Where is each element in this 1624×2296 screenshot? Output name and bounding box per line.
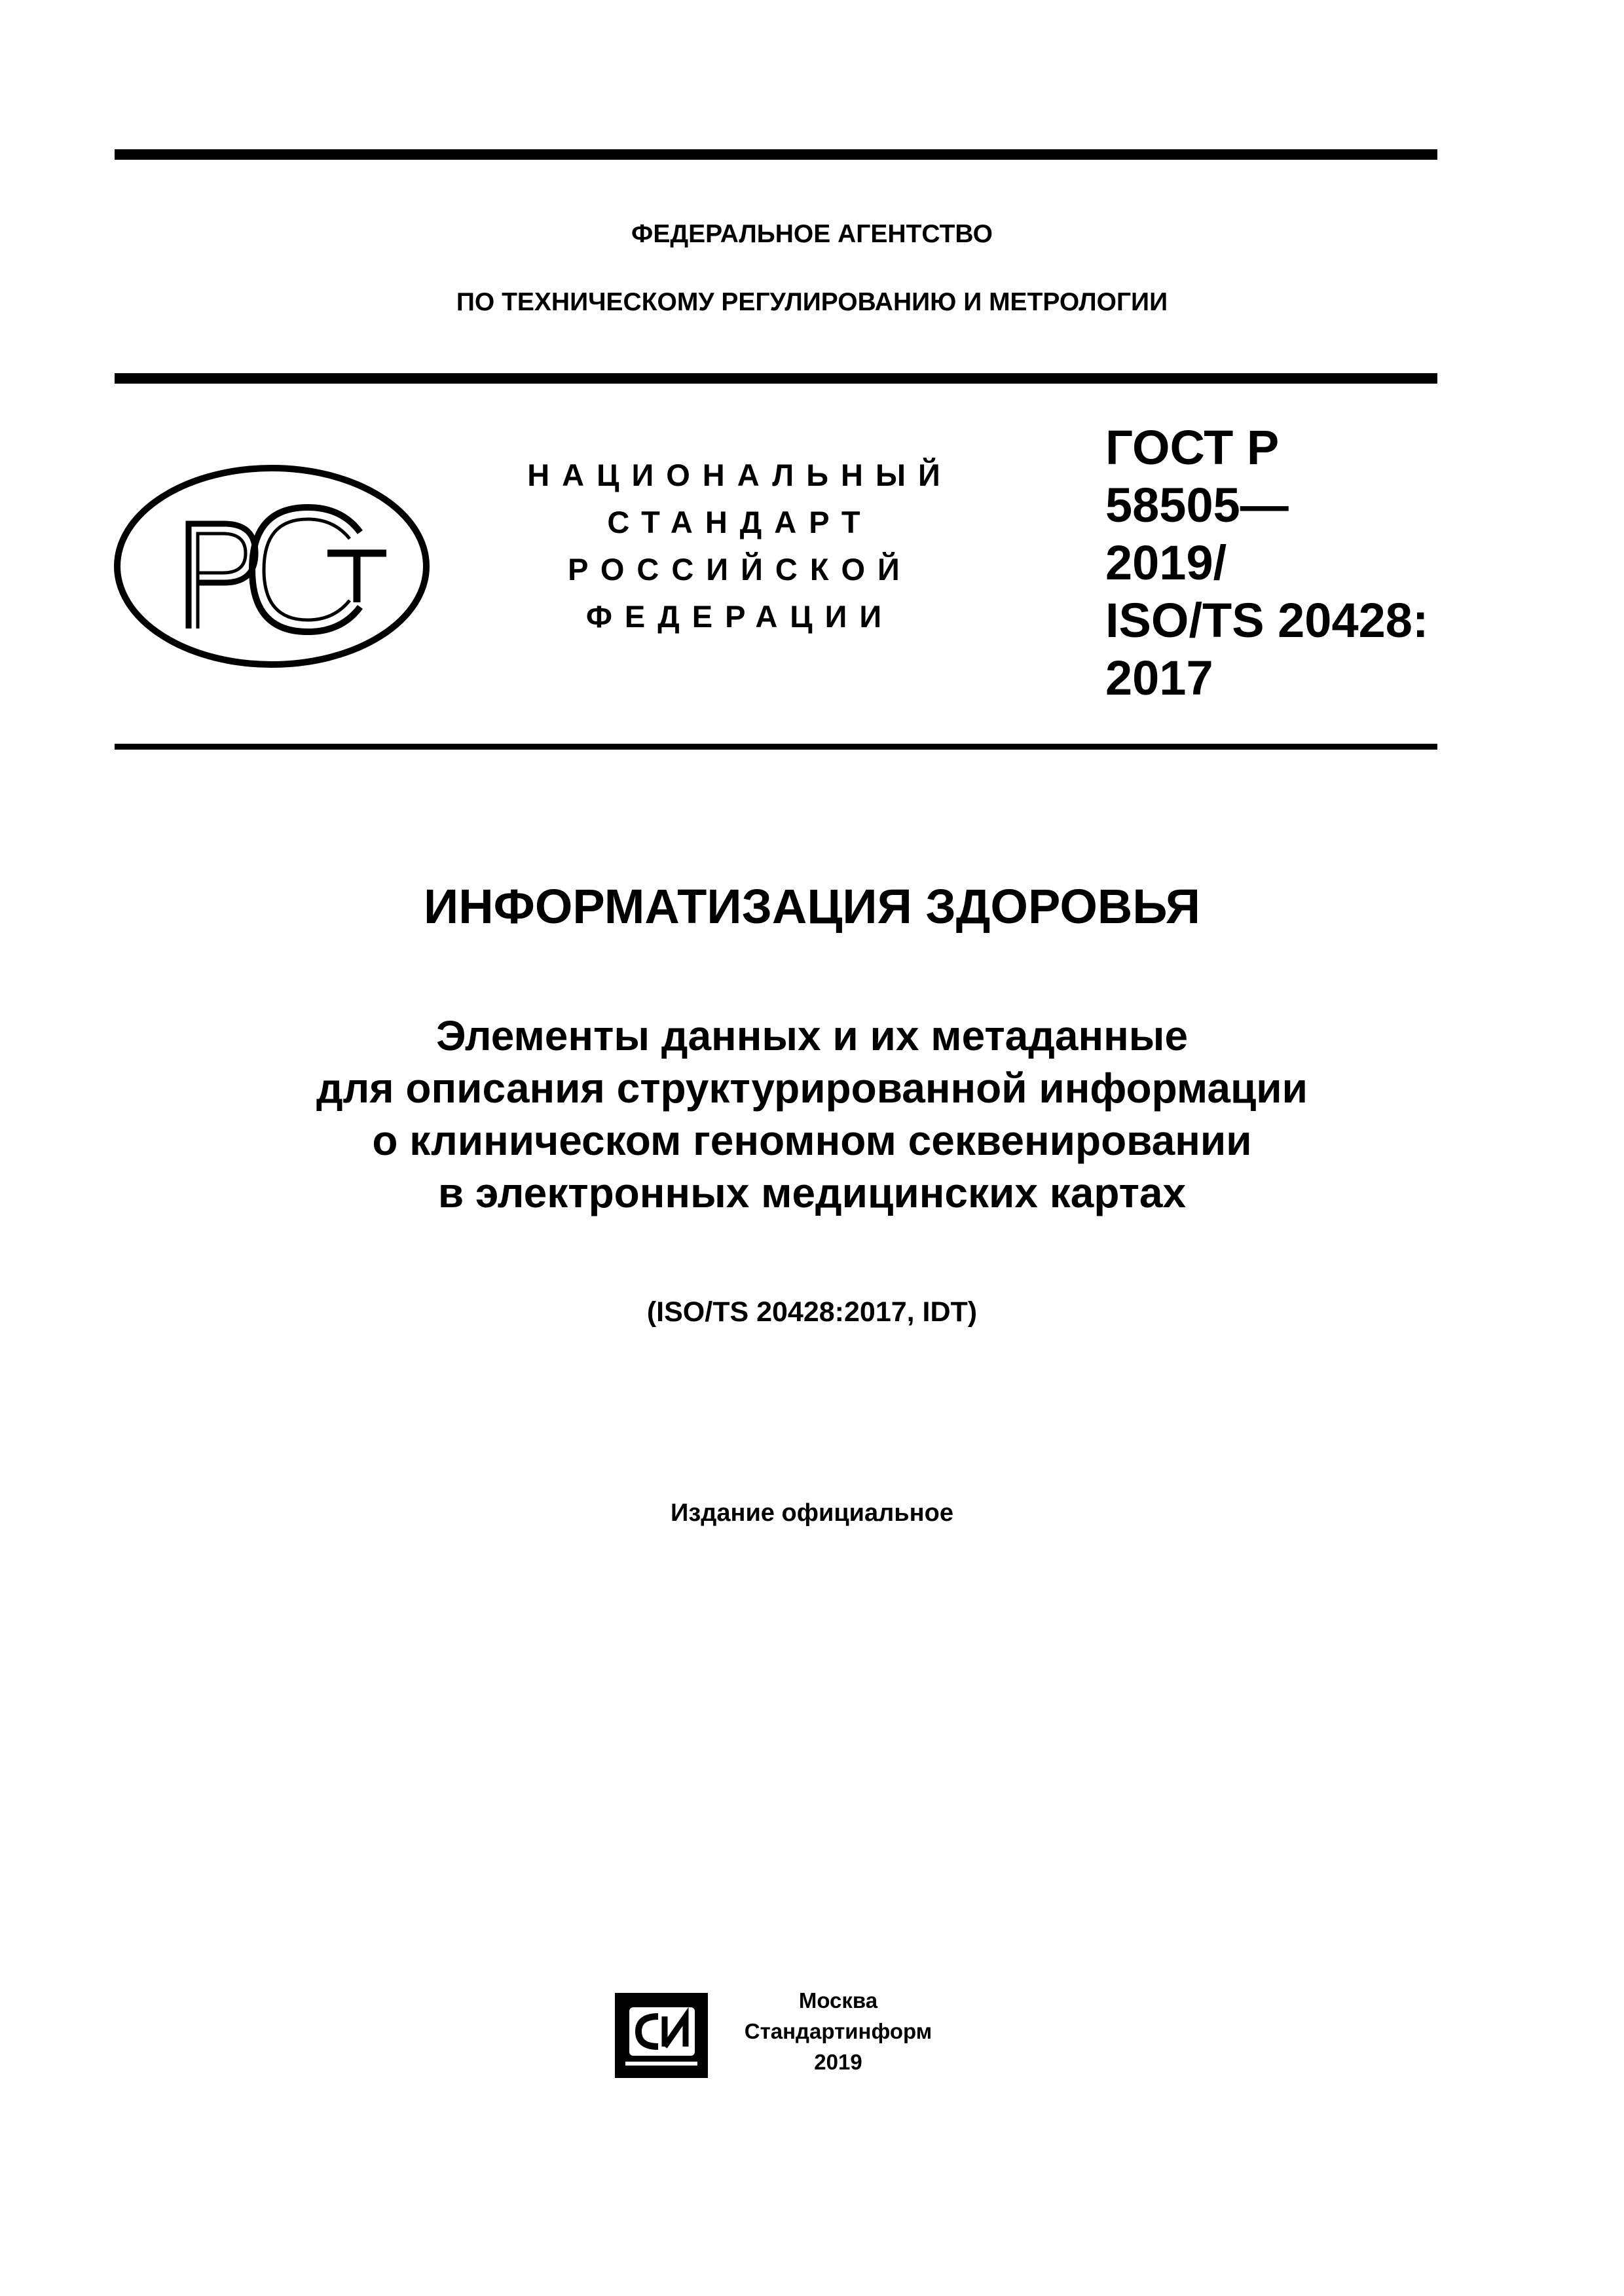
designation-line2: 58505— [1105, 478, 1289, 532]
designation-rule [115, 744, 1437, 750]
agency-name-line2: ПО ТЕХНИЧЕСКОМУ РЕГУЛИРОВАНИЮ И МЕТРОЛОГИИ [456, 288, 1168, 316]
standard-type [498, 452, 982, 640]
document-title: ИНФОРМАТИЗАЦИЯ ЗДОРОВЬЯ [424, 879, 1200, 934]
standard-type-line4: ФЕДЕРАЦИИ [585, 599, 895, 634]
edition-label: Издание официальное [671, 1499, 953, 1527]
rst-certification-logo-icon [111, 462, 432, 671]
designation-line3: 2019/ [1105, 536, 1227, 590]
designation-line1: ГОСТ Р [1105, 420, 1280, 475]
subtitle-line1: Элементы данных и их метаданные [435, 1012, 1189, 1059]
publisher-city: Москва [798, 1988, 878, 2013]
subtitle-line2: для описания структурированной информации [316, 1065, 1308, 1112]
standard-designation [1105, 419, 1429, 707]
iso-reference: (ISO/TS 20428:2017, IDT) [646, 1296, 978, 1328]
standard-type-line3: РОССИЙСКОЙ [568, 552, 912, 587]
top-rule [115, 149, 1437, 160]
designation-line5: 2017 [1105, 651, 1213, 705]
standartinform-logo-icon [612, 1990, 710, 2081]
publisher-name: Стандартинформ [744, 2019, 932, 2043]
header-rule [115, 373, 1437, 384]
subtitle-line3: о клиническом геномном секвенировании [372, 1117, 1252, 1164]
publisher-year: 2019 [814, 2050, 862, 2074]
subtitle-line4: в электронных медицинских картах [437, 1169, 1187, 1216]
publisher-info [720, 1985, 956, 2077]
standard-type-line2: СТАНДАРТ [607, 505, 873, 539]
document-subtitle [0, 1010, 1624, 1219]
standard-type-line1: НАЦИОНАЛЬНЫЙ [527, 458, 953, 492]
agency-name-line1: ФЕДЕРАЛЬНОЕ АГЕНТСТВО [631, 220, 993, 248]
designation-line4: ISO/TS 20428: [1105, 593, 1429, 647]
